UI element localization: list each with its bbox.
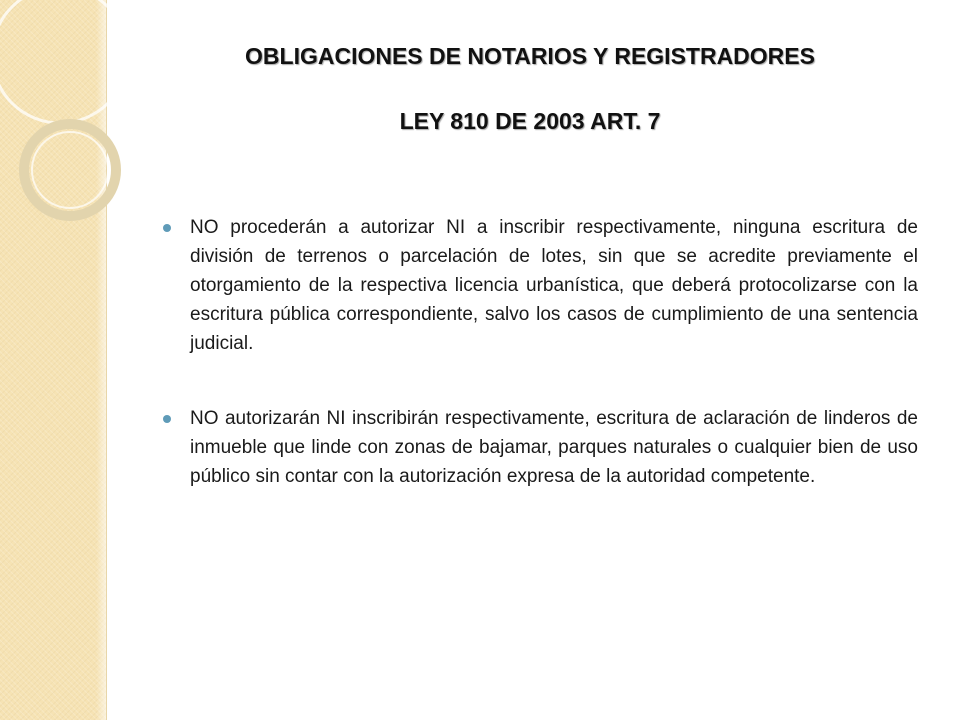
bullet-item-1 [160, 213, 918, 358]
slide-title: OBLIGACIONES DE NOTARIOS Y REGISTRADORES [245, 43, 815, 69]
bullet-item-2 [160, 404, 918, 491]
bullet-dot-icon [163, 224, 171, 232]
bullet-text-2: NO autorizarán NI inscribirán respectivamente, escritura de aclaración de linderos de inmueble que linde con zonas de bajamar, parques naturales o cualquier bien de uso público sin contar con la autorización expresa de la autoridad competente. [190, 408, 918, 487]
decorative-ring-large [0, 0, 128, 123]
bullet-text-1: NO procederán a autorizar NI a inscribir respectivamente, ninguna escritura de división de terrenos o parcelación de lotes, sin que se acredite previamente el otorgamiento de la respectiva licencia urbanística, que deberá protocolizarse con la escritura pública correspondiente, salvo los casos de cumplimiento de una sentencia judicial. [190, 217, 918, 354]
decorative-ring-small-inner [32, 132, 108, 208]
decorative-ring-small-outer [24, 124, 116, 216]
bullet-list [160, 213, 918, 537]
slide-subtitle: LEY 810 DE 2003 ART. 7 [399, 108, 661, 134]
bullet-dot-icon [163, 415, 171, 423]
